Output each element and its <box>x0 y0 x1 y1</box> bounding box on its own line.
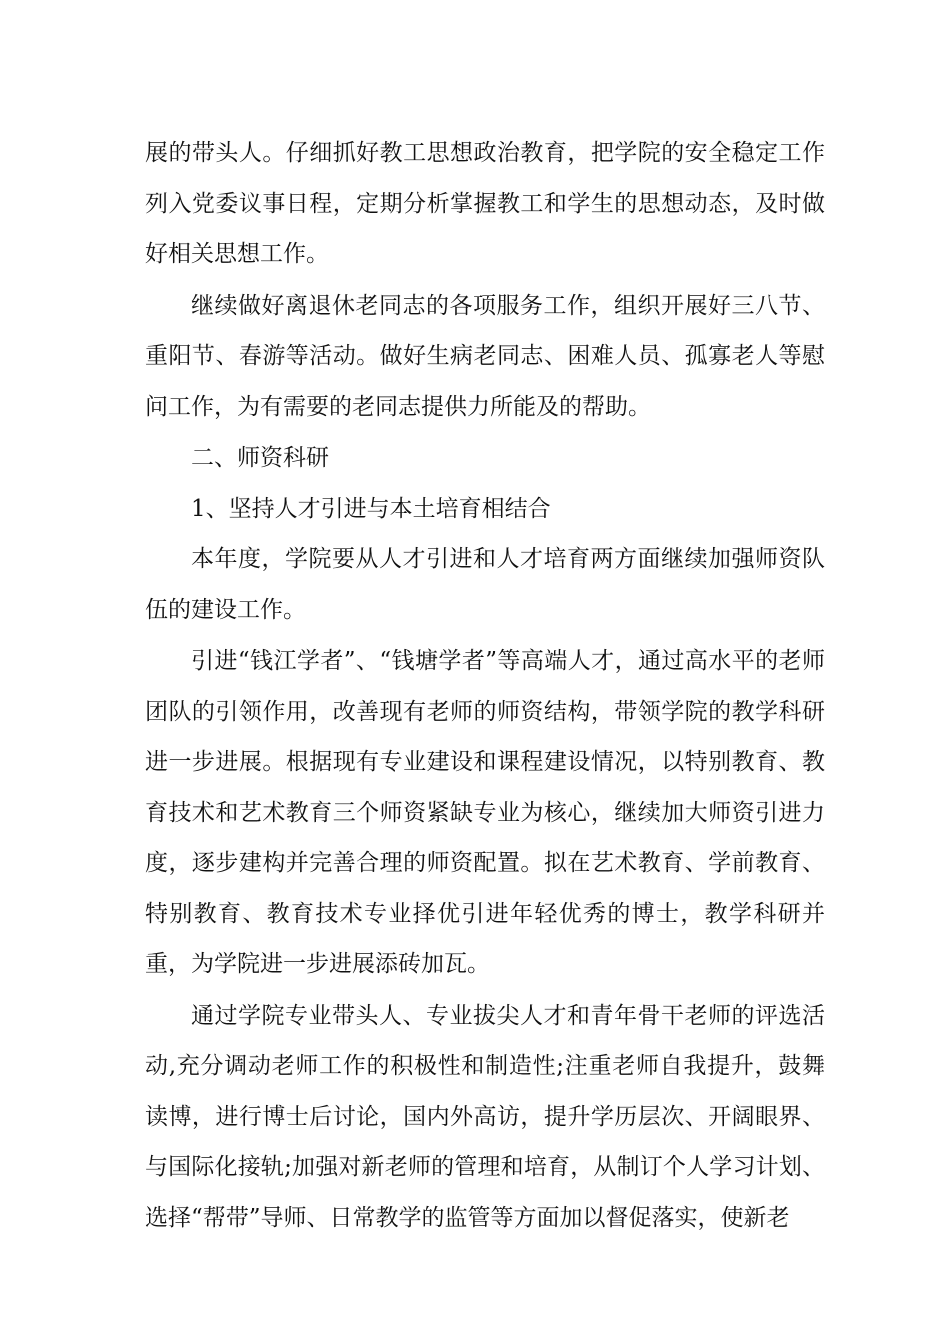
document-body <box>145 128 825 1244</box>
paragraph-teacher-development: 通过学院专业带头人、专业拔尖人才和青年骨干老师的评选活动,充分调动老师工作的积极性和制造性;注重老师自我提升，鼓舞读博，进行博士后讨论，国内外高访，提升学历层次、开阔眼界、与国际化接轨;加强对新老师的管理和培育，从制订个人学习计划、选择“帮带”导师、日常教学的监管等方面加以督促落实，使新老 <box>145 1002 825 1231</box>
paragraph-talent-introduction: 引进“钱江学者”、“钱塘学者”等高端人才，通过高水平的老师团队的引领作用，改善现有老师的师资结构，带领学院的教学科研进一步进展。根据现有专业建设和课程建设情况，以特别教育、教育技术和艺术教育三个师资紧缺专业为核心，继续加大师资引进力度，逐步建构并完善合理的师资配置。拟在艺术教育、学前教育、特别教育、教育技术专业择优引进年轻优秀的博士，教学科研并重，为学院进一步进展添砖加瓦。 <box>145 648 825 977</box>
paragraph-continuation: 展的带头人。仔细抓好教工思想政治教育，把学院的安全稳定工作列入党委议事日程，定期分析掌握教工和学生的思想动态，及时做好相关思想工作。 <box>145 140 825 267</box>
paragraph-retiree-services: 继续做好离退休老同志的各项服务工作，组织开展好三八节、重阳节、春游等活动。做好生病老同志、困难人员、孤寡老人等慰问工作，为有需要的老同志提供力所能及的帮助。 <box>145 292 825 420</box>
paragraph-annual-plan: 本年度，学院要从人才引进和人才培育两方面继续加强师资队伍的建设工作。 <box>145 546 825 623</box>
subsection-heading-talent: 1、坚持人才引进与本土培育相结合 <box>191 495 551 522</box>
section-heading-faculty-research: 二、师资科研 <box>191 445 329 471</box>
